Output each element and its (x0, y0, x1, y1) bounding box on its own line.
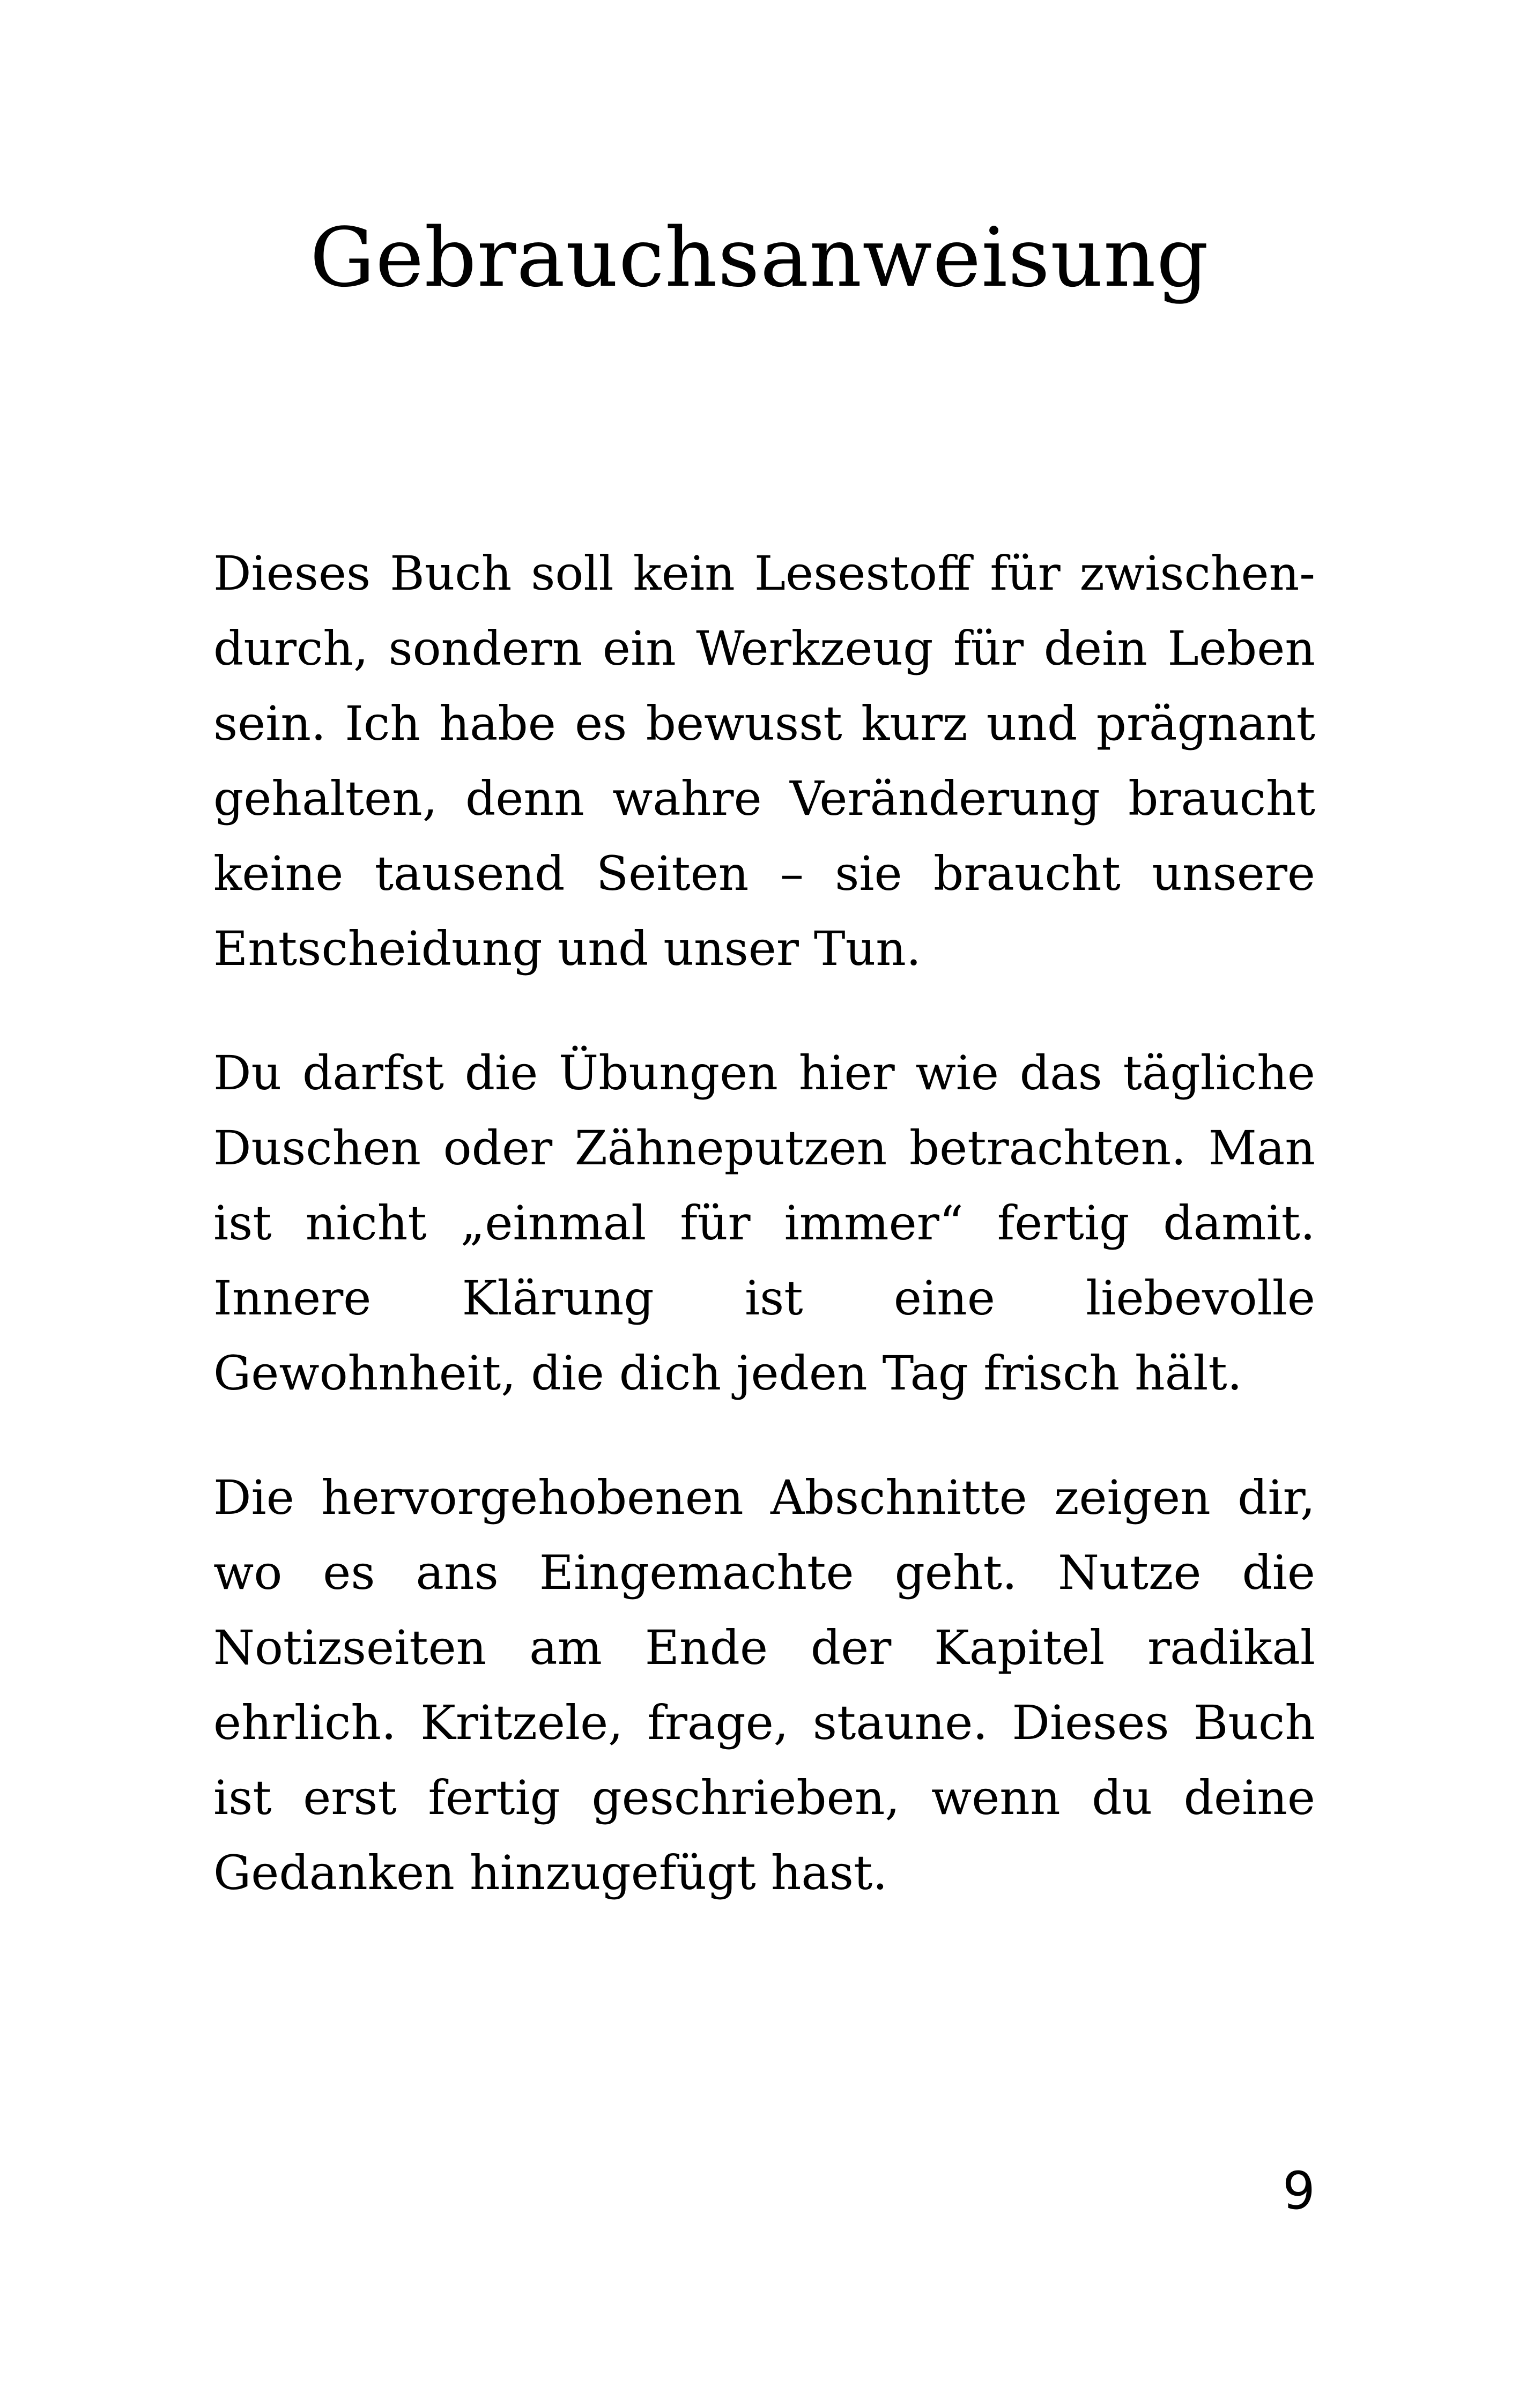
paragraph-2: Du darfst die Übungen hier wie das tägliche Duschen oder Zähneputzen betrachten. Man ist nicht „einmal für immer“ fertig damit. Innere Klärung ist eine liebevolle Gewohnheit, die dich jeden Tag frisch hält. (213, 1045, 1315, 1401)
paragraph-1: Dieses Buch soll kein Lesestoff für zwischendurch, sondern ein Werkzeug für dein Leben sein. Ich habe es bewusst kurz und prägnant gehalten, denn wahre Veränderung braucht keine tausend Seiten – sie braucht unsere Entscheidung und unser Tun. (213, 546, 1315, 976)
paragraph-3: Die hervorgehobenen Abschnitte zeigen dir, wo es ans Eingemachte geht. Nutze die Notizseiten am Ende der Kapitel radikal ehrlich. Kritzele, frage, staune. Dieses Buch ist erst fertig geschrieben, wenn du deine Gedanken hinzugefügt hast. (213, 1470, 1315, 1900)
page-number: 9 (1282, 2161, 1315, 2221)
chapter-title: Gebrauchsanweisung (309, 210, 1210, 305)
body-text (213, 536, 1315, 1960)
